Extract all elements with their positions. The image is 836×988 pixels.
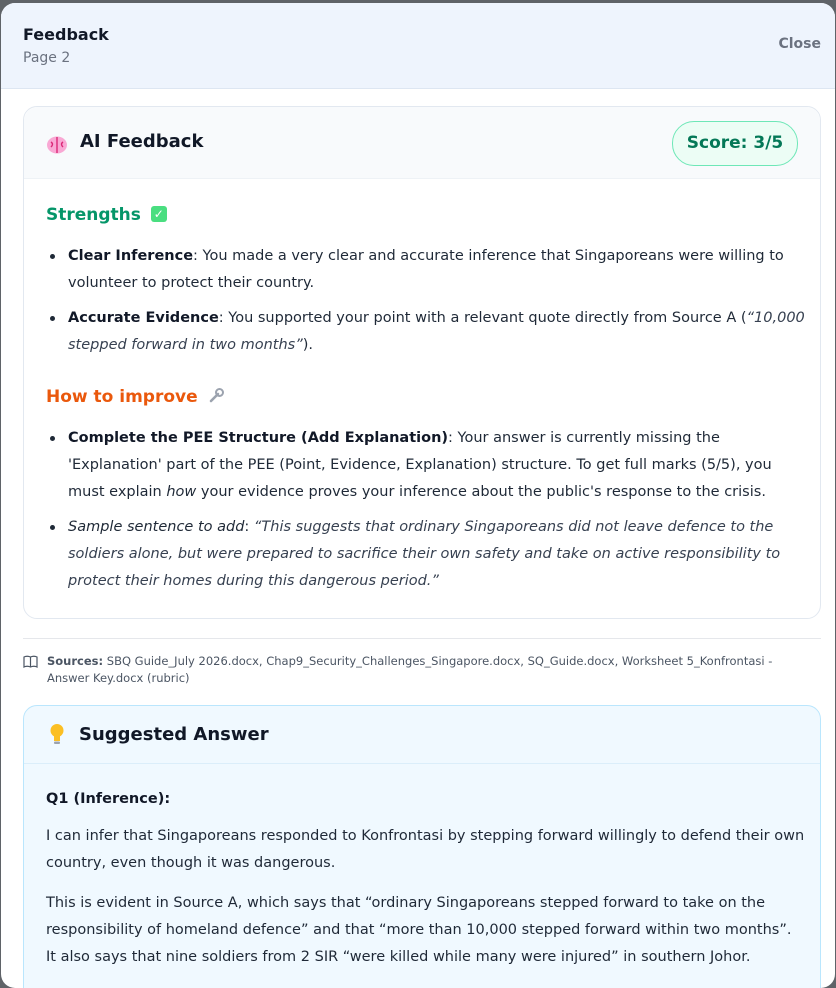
check-icon: ✓ [151,206,167,222]
strength-text: : You supported your point with a relevant quote directly from Source A ( [218,310,747,326]
improve-heading-label: How to improve [46,387,198,407]
list-item [68,243,808,297]
improvements-list [68,425,808,603]
strength-tail: ). [302,337,314,353]
wrench-icon [208,387,225,404]
book-icon [23,655,38,668]
question-label: Q1 (Inference): [46,791,171,807]
sources-text-wrap [47,653,813,687]
suggested-answer-title: Suggested Answer [79,724,269,745]
improvement-text: : [244,519,254,535]
page-indicator: Page 2 [23,50,71,66]
improvement-emphasis: how [166,484,197,500]
strength-label: Clear Inference [68,248,194,264]
suggested-answer-card [23,705,821,988]
sources-note [23,653,813,687]
evidence-quote: “10,000 stepped forward in two months” [68,310,805,353]
modal-title: Feedback [23,25,109,44]
modal-content[interactable] [1,90,835,988]
answer-paragraph: I can infer that Singaporeans responded to Konfrontasi by stepping forward willingly to defend their own country, even though it was dangerous. [46,828,805,871]
strengths-heading-label: Strengths [46,205,141,225]
strengths-list [68,243,808,367]
strength-label: Accurate Evidence [68,310,219,326]
sample-sentence: “This suggests that ordinary Singaporeans did not leave defence to the soldiers alone, but were prepared to sacrifice their own safety and take on active responsibility to protect their homes during this dangerous period.” [68,519,781,589]
ai-feedback-card [23,106,821,619]
improvement-tail: your evidence proves your inference about the public's response to the crisis. [196,484,766,500]
sources-list: SBQ Guide_July 2026.docx, Chap9_Security_Challenges_Singapore.docx, SQ_Guide.docx, Worksheet 5_Konfrontasi - Answer Key.docx (rubric) [47,654,773,685]
ai-feedback-title: AI Feedback [80,131,204,152]
improve-heading [46,387,225,407]
strength-text: : You made a very clear and accurate inference that Singaporeans were willing to volunteer to protect their country. [68,248,784,291]
score-badge: Score: 3/5 [672,121,798,166]
modal-header [1,3,835,89]
feedback-modal [1,3,835,988]
sources-label: Sources: [47,654,104,668]
lightbulb-icon [49,723,65,745]
divider [23,638,821,639]
improvement-label: Sample sentence to add [68,519,245,535]
answer-paragraph: This is evident in Source A, which says that “ordinary Singaporeans stepped forward to take on the responsibility of homeland defence” and that “more than 10,000 stepped forward within two months”. It also says that nine soldiers from 2 SIR “were killed while many were injured” in southern Johor. [46,895,792,965]
improvement-label: Complete the PEE Structure (Add Explanation) [68,430,449,446]
brain-icon [46,134,68,156]
list-item [68,425,808,506]
strengths-heading [46,205,167,225]
close-button[interactable]: Close [778,36,821,52]
list-item [68,514,808,595]
ai-feedback-header [24,107,820,179]
improvement-text: : Your answer is currently missing the 'Explanation' part of the PEE (Point, Evidence, Explanation) structure. To get full marks (5/5), you must explain [68,430,772,500]
suggested-answer-body [46,786,806,984]
suggested-answer-header [24,706,820,764]
list-item [68,305,808,359]
